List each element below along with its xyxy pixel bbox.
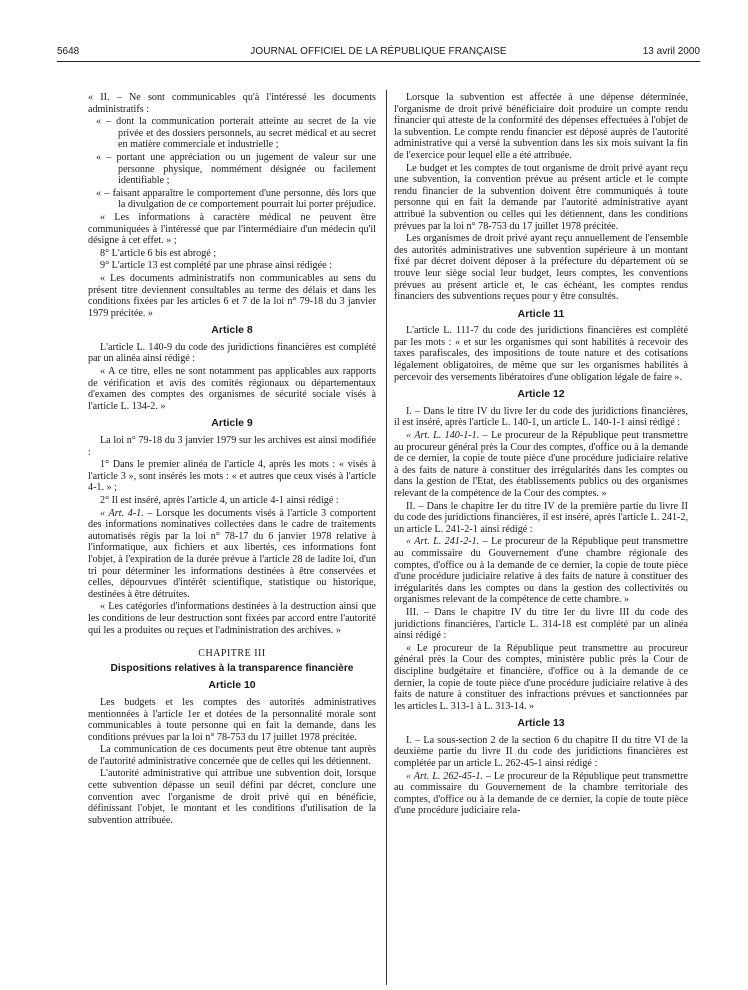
article-heading: Article 12: [517, 388, 565, 401]
article-ref: « Art. L. 262-45-1.: [406, 770, 483, 782]
dash-item: « – dont la communication porterait atteinte au secret de la vie privée et des dossiers personnels, au secret médical et au secret en matière commerciale et industrielle ;: [96, 116, 376, 151]
paragraph: [88, 508, 376, 601]
paragraph: La communication de ces documents peut être obtenue tant auprès de l'autorité administrative concernée que de celles qui les détiennent.: [88, 744, 376, 767]
issue-date: 13 avril 2000: [642, 46, 700, 57]
article-ref: « Art. L. 241-2-1.: [406, 536, 480, 548]
paragraph: 1° Dans le premier alinéa de l'article 4, après les mots : « visés à l'article 3 », sont insérés les mots : « et autres que ceux visés à l'article 4-1. » ;: [88, 459, 376, 494]
page-header: [57, 44, 700, 60]
paragraph: « A ce titre, elles ne sont notamment pas applicables aux rapports de vérification et avis des comités régionaux ou départementaux d'examen des comptes des organismes de sécurité sociale visés à l'article L. 134-2. »: [88, 366, 376, 412]
paragraph: « II. – Ne sont communicables qu'à l'intéressé les documents administratifs :: [88, 92, 376, 115]
header-rule: [57, 61, 700, 62]
article-heading: Article 9: [211, 417, 253, 430]
paragraph: La loi n° 79-18 du 3 janvier 1979 sur les archives est ainsi modifiée :: [88, 435, 376, 458]
paragraph: Les organismes de droit privé ayant reçu annuellement de l'ensemble des autorités administratives une subvention supérieure à un montant fixé par décret doivent déposer à la préfecture du département où se trouve leur siège social leur budget, leurs comptes, les conventions prévues au présent article et, le cas échéant, les comptes rendus financiers des subventions reçues pour y être consultés.: [394, 233, 688, 303]
paragraph: [394, 771, 688, 817]
page-number: 5648: [57, 46, 80, 57]
paragraph: III. – Dans le chapitre IV du titre Ier du livre III du code des juridictions financières, l'article L. 314-18 est complété par un alinéa ainsi rédigé :: [394, 606, 688, 642]
paragraph: L'article L. 111-7 du code des juridictions financières est complété par les mots : « et sur les organismes qui sont habilités à recevoir des taxes parafiscales, des impositions de toute nature et des cotisations légalement obligatoires, de même que sur les organismes habilités à percevoir des versements libératoires d'une obligation légale de faire ».: [394, 325, 688, 383]
article-ref: « Art. L. 140-1-1.: [406, 430, 480, 442]
paragraph: Lorsque la subvention est affectée à une dépense déterminée, l'organisme de droit privé bénéficiaire doit produire un compte rendu financier qui atteste de la conformité des dépenses effectuées à l'objet de la subvention. Le compte rendu financier est déposé auprès de l'autorité administrative qui a versé la subvention dans les six mois suivant la fin de l'exercice pour lequel elle a été attribuée.: [394, 92, 688, 161]
article-ref: « Art. 4-1.: [100, 507, 144, 519]
paragraph-text: – Le procureur de la République peut transmettre au procureur général près la Cour des comptes, d'office ou à la demande de ce dernier, la copie de toute pièce d'une procédure judiciaire relative à des faits de nature à constituer des irrégularités dans les comptes ou dans la gestion de l'Etat, des établissements publics ou des organismes relevant de la compétence de la Cour des comptes. »: [394, 430, 688, 499]
paragraph: L'article L. 140-9 du code des juridictions financières est complété par un alinéa ainsi rédigé :: [88, 341, 376, 365]
paragraph: II. – Dans le chapitre Ier du titre IV de la première partie du livre II du code des juridictions financières, il est inséré, après l'article L. 241-2, un article L. 241-2-1 ainsi rédigé :: [394, 500, 688, 535]
article-heading: Article 8: [211, 324, 253, 337]
paragraph: I. – Dans le titre IV du livre Ier du code des juridictions financières, il est inséré, après l'article L. 140-1, un article L. 140-1-1 ainsi rédigé :: [394, 405, 688, 429]
paragraph: 8° L'article 6 bis est abrogé ;: [100, 247, 217, 259]
article-heading: Article 11: [517, 307, 565, 320]
paragraph-text: – Le procureur de la République peut transmettre au commissaire du Gouvernement de la chambre territoriale des comptes, d'office ou à la demande de ce dernier, la copie de toute pièce d'une procédure judiciaire rela-: [394, 770, 688, 817]
column-divider: [386, 90, 387, 985]
paragraph: « Les informations à caractère médical ne peuvent être communiquées à l'intéressé que par l'intermédiaire d'un médecin qu'il désigne à cet effet. » ;: [88, 211, 376, 247]
paragraph: « Le procureur de la République peut transmettre au procureur général près la Cour des comptes, ministère public près la Cour de discipline budgétaire et financière, d'office ou à la demande de ce dernier, la copie de toute pièce d'une procédure judiciaire relative à des faits de nature à constituer des infractions prévues et sanctionnées par les articles L. 313-1 à L. 313-14. »: [394, 642, 688, 712]
paragraph-text: – Le procureur de la République peut transmettre au commissaire du Gouvernement d'une chambre régionale des comptes, d'office ou à la demande de ce dernier, la copie de toute pièce d'une procédure judiciaire relative à des faits de nature à constituer des irrégularités dans les comptes ou dans la gestion des collectivités ou organismes relevant de la compétence de cette chambre. »: [394, 536, 688, 606]
right-column: [394, 92, 688, 818]
chapter-number: CHAPITRE III: [198, 648, 266, 660]
paragraph-text: – Lorsque les documents visés à l'article 3 comportent des informations nominatives collectées dans le cadre de traitements automatisés régis par la loi n° 78-17 du 6 janvier 1978 relative à l'informatique, aux fichiers et aux libertés, ces informations font l'objet, à l'expiration de la durée prévue à l'article 28 de ladite loi, d'un tri pour déterminer les informations destinées à être conservées et celles, dépourvues d'intérêt scientifique, statistique ou historique, destinées à être détruites.: [88, 507, 376, 600]
journal-title: JOURNAL OFFICIEL DE LA RÉPUBLIQUE FRANÇAISE: [250, 46, 507, 57]
paragraph: 2° Il est inséré, après l'article 4, un article 4-1 ainsi rédigé :: [100, 495, 339, 506]
paragraph: 9° L'article 13 est complété par une phrase ainsi rédigée :: [100, 260, 332, 272]
paragraph: Le budget et les comptes de tout organisme de droit privé ayant reçu une subvention, la convention prévue au présent article et le compte rendu financier de la subvention doivent être communiqués à toute personne qui en fait la demande par l'autorité administrative ayant attribué la subvention ou celles qui les détiennent, dans les conditions prévues par la loi n° 78-753 du 17 juillet 1978 précitée.: [394, 162, 688, 232]
left-column: [88, 92, 376, 827]
paragraph: [394, 430, 688, 500]
paragraph: Les budgets et les comptes des autorités administratives mentionnées à l'article 1er et dotées de la personnalité morale sont communicables à toute personne qui en fait la demande, dans les conditions prévues par la loi n° 78-753 du 17 juillet 1978 précitée.: [88, 696, 376, 743]
paragraph: [394, 536, 688, 606]
paragraph: « Les catégories d'informations destinées à la destruction ainsi que les conditions de leur destruction sont fixées par accord entre l'autorité qui les a produites ou reçues et l'administration des archives. »: [88, 601, 376, 636]
dash-item: « – portant une appréciation ou un jugement de valeur sur une personne physique, nommément désignée ou facilement identifiable ;: [96, 151, 376, 187]
dash-item: « – faisant apparaître le comportement d'une personne, dès lors que la divulgation de ce comportement pourrait lui porter préjudice.: [96, 187, 376, 211]
paragraph: I. – La sous-section 2 de la section 6 du chapitre II du titre VI de la deuxième partie du livre II du code des juridictions financières est complétée par un article L. 262-45-1 ainsi rédigé :: [394, 734, 688, 770]
paragraph: « Les documents administratifs non communicables au sens du présent titre deviennent consultables au terme des délais et dans les conditions fixées par les articles 6 et 7 de la loi n° 79-18 du 3 janvier 1979 précitée. »: [88, 272, 376, 319]
chapter-title: Dispositions relatives à la transparence financière: [110, 662, 354, 674]
article-heading: Article 10: [208, 679, 256, 692]
paragraph: L'autorité administrative qui attribue une subvention doit, lorsque cette subvention dépasse un seuil défini par décret, conclure une convention avec l'organisme de droit privé qui en bénéficie, définissant l'objet, le montant et les conditions d'utilisation de la subvention attribuée.: [88, 768, 376, 826]
article-heading: Article 13: [517, 717, 565, 730]
